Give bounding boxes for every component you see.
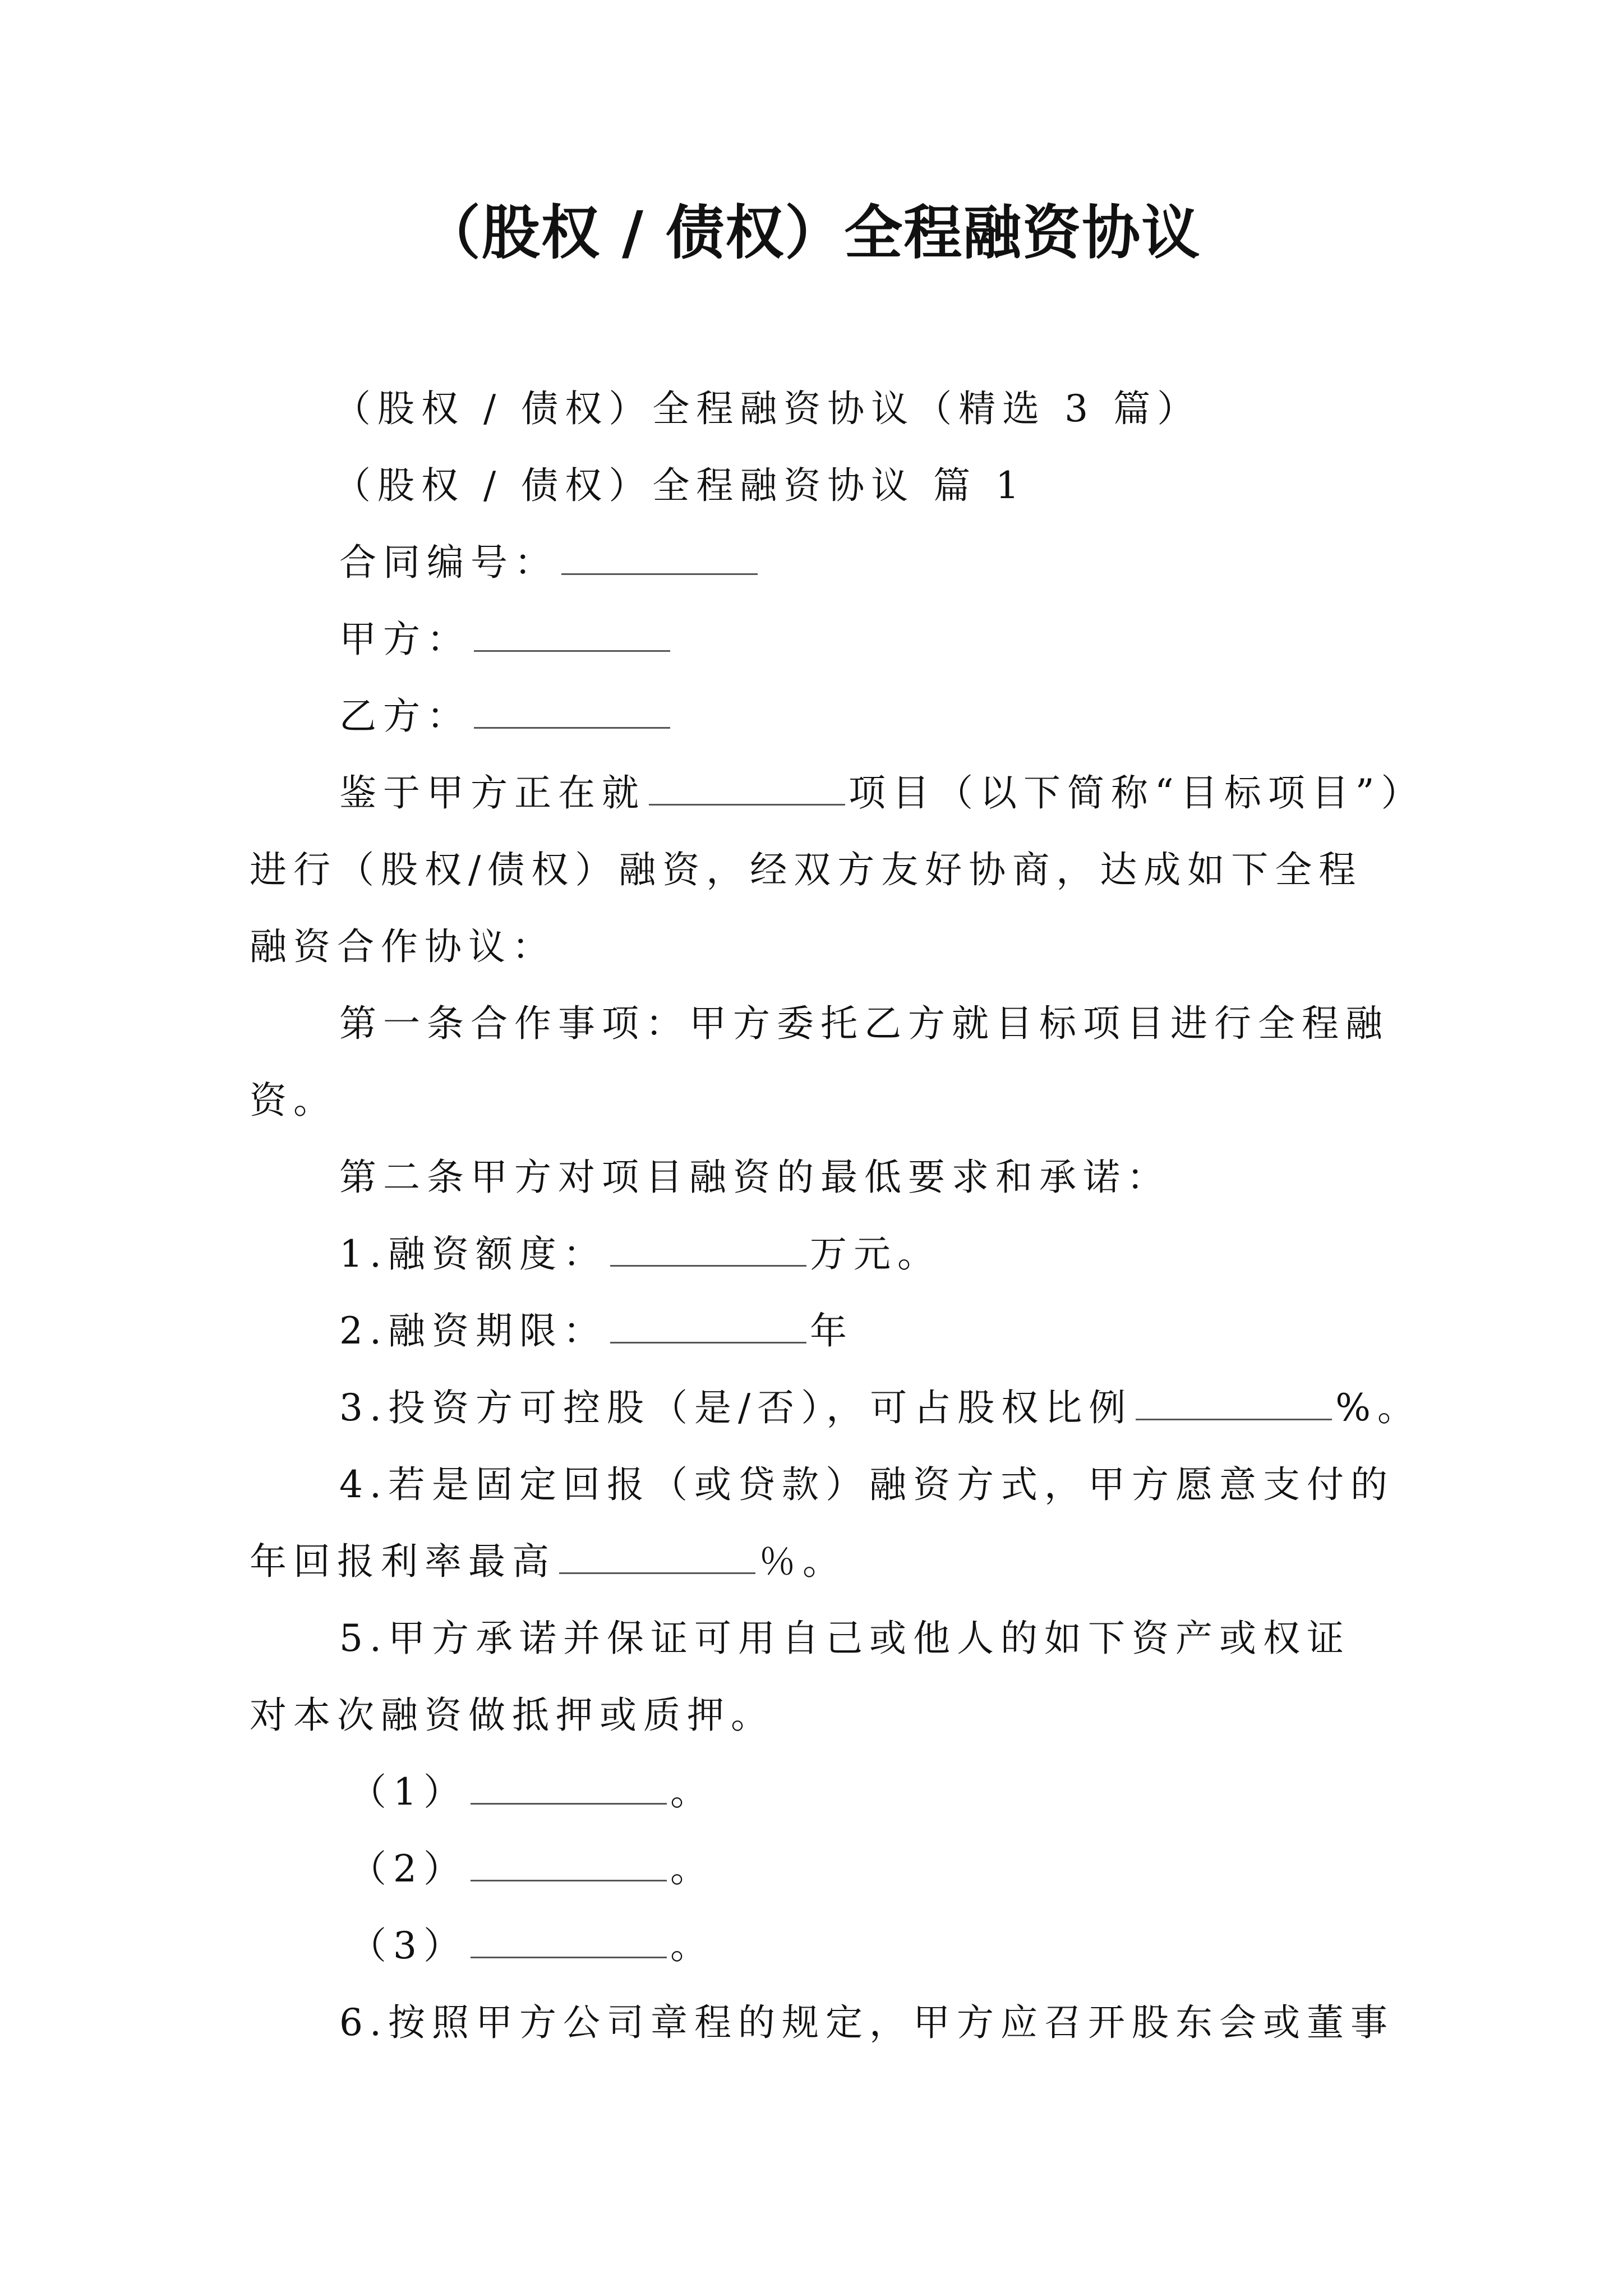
return-rate-blank bbox=[559, 1567, 755, 1574]
collateral-3-end: 。 bbox=[670, 1924, 714, 1967]
recital-line-2: 进行（股权/债权）融资，经双方友好协商，达成如下全程 bbox=[250, 848, 1363, 891]
collateral-item-1 bbox=[250, 1754, 1438, 1830]
article2-heading: 第二条甲方对项目融资的最低要求和承诺： bbox=[339, 1156, 1170, 1199]
party-a-label: 甲方： bbox=[339, 618, 471, 661]
article1-line-2: 资。 bbox=[250, 1079, 337, 1122]
recital-text-1a: 鉴于甲方正在就 bbox=[339, 771, 645, 815]
equity-ratio-blank bbox=[1136, 1413, 1332, 1420]
item1-unit: 万元。 bbox=[809, 1232, 941, 1276]
recital-text-1b: 项目（以下简称“目标项目”） bbox=[849, 771, 1425, 815]
party-b-blank bbox=[474, 721, 670, 729]
recital-line-3: 融资合作协议： bbox=[250, 925, 556, 968]
item3-unit: %。 bbox=[1335, 1386, 1421, 1429]
financing-term-blank bbox=[610, 1336, 806, 1343]
document-title: （股权 / 债权）全程融资协议 bbox=[422, 199, 1201, 267]
subtitle-part1: （股权 / 债权）全程融资协议 篇 1 bbox=[334, 464, 1026, 507]
recital-line-1 bbox=[250, 754, 1438, 831]
article2-item2 bbox=[250, 1292, 1438, 1369]
article1-line-1: 第一条合作事项：甲方委托乙方就目标项目进行全程融 bbox=[339, 1002, 1389, 1045]
project-name-blank bbox=[649, 798, 845, 806]
item2-unit: 年 bbox=[809, 1309, 854, 1352]
collateral-item-3 bbox=[250, 1907, 1438, 1984]
item1-label: 1.融资额度： bbox=[339, 1232, 607, 1276]
article2-item6-line1: 6.按照甲方公司章程的规定，甲方应召开股东会或董事 bbox=[339, 2001, 1394, 2044]
collateral-1-end: 。 bbox=[670, 1770, 714, 1814]
collateral-2-end: 。 bbox=[670, 1847, 714, 1890]
item3-label: 3.投资方可控股（是/否），可占股权比例 bbox=[339, 1386, 1133, 1429]
party-a-line bbox=[250, 601, 1438, 678]
collateral-3-label: （3） bbox=[349, 1924, 467, 1967]
financing-amount-blank bbox=[610, 1259, 806, 1267]
party-b-label: 乙方： bbox=[339, 694, 471, 738]
contract-number-line bbox=[250, 524, 1438, 601]
subtitle-collection: （股权 / 债权）全程融资协议（精选 3 篇） bbox=[334, 387, 1201, 430]
article2-item3 bbox=[250, 1369, 1438, 1446]
article2-item4-line2 bbox=[250, 1523, 1438, 1600]
party-a-blank bbox=[474, 645, 670, 652]
article2-item1 bbox=[250, 1216, 1438, 1292]
collateral-2-blank bbox=[471, 1874, 667, 1881]
collateral-1-label: （1） bbox=[349, 1770, 467, 1814]
article2-item5-line2: 对本次融资做抵押或质押。 bbox=[250, 1694, 774, 1737]
article2-item4-line1: 4.若是固定回报（或贷款）融资方式，甲方愿意支付的 bbox=[339, 1463, 1394, 1506]
item2-label: 2.融资期限： bbox=[339, 1309, 607, 1352]
contract-number-label: 合同编号： bbox=[339, 541, 558, 584]
item4-unit: ％。 bbox=[759, 1540, 846, 1583]
collateral-3-blank bbox=[471, 1951, 667, 1958]
article2-item5-line1: 5.甲方承诺并保证可用自己或他人的如下资产或权证 bbox=[339, 1617, 1350, 1660]
document-body bbox=[250, 370, 1438, 2061]
collateral-1-blank bbox=[471, 1797, 667, 1805]
item4-label: 年回报利率最高 bbox=[250, 1540, 556, 1583]
party-b-line bbox=[250, 678, 1438, 754]
collateral-2-label: （2） bbox=[349, 1847, 467, 1890]
contract-number-blank bbox=[561, 568, 758, 575]
collateral-item-2 bbox=[250, 1830, 1438, 1907]
